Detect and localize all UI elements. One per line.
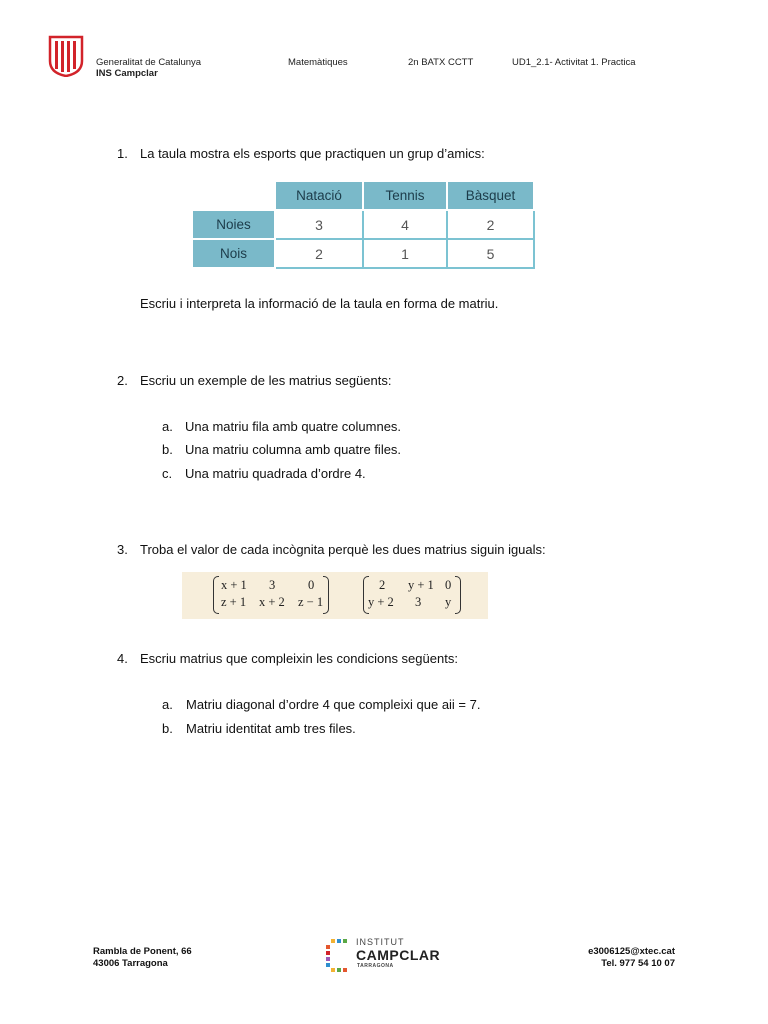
table-row-header: Noies (192, 210, 275, 239)
q1-number: 1. (117, 146, 128, 161)
matrix-cell: 0 (308, 578, 315, 592)
matrix-cell: z − 1 (298, 595, 324, 609)
matrix-cell: z + 1 (221, 595, 247, 609)
table-row (192, 210, 534, 239)
matrix-cell: 3 (269, 578, 276, 592)
logo-text-tarragona: TARRAGONA (357, 963, 394, 969)
header-institution: Generalitat de Catalunya (96, 57, 202, 68)
table-cell: 5 (447, 239, 534, 268)
q3-text: Troba el valor de cada incògnita perquè les dues matrius siguin iguals: (140, 542, 546, 557)
table-corner (192, 181, 275, 210)
table-cell: 4 (363, 210, 447, 239)
footer-phone: Tel. 977 54 10 07 (601, 958, 675, 969)
matrix-cell: 3 (415, 595, 422, 609)
q2-item-letter: a. (162, 419, 173, 434)
table-cell: 1 (363, 239, 447, 268)
header-course: 2n BATX CCTT (408, 57, 474, 68)
footer-address-city: 43006 Tarragona (93, 958, 168, 969)
matrix-left (213, 576, 329, 614)
q2-item-text: Una matriu quadrada d’ordre 4. (185, 466, 366, 481)
table-col-header: Natació (275, 181, 363, 210)
bracket-right (323, 576, 329, 614)
bracket-left (213, 576, 219, 614)
matrix-right (363, 576, 461, 614)
campclar-logo-icon (325, 937, 353, 973)
header-activity: UD1_2.1- Activitat 1. Practica (512, 57, 636, 68)
matrix-cell: y (445, 595, 452, 609)
q2-text: Escriu un exemple de les matrius següents: (140, 373, 392, 388)
q4-number: 4. (117, 651, 128, 666)
q4-item-letter: b. (162, 721, 173, 736)
table-header-row (192, 181, 534, 210)
q1-instruction: Escriu i interpreta la informació de la taula en forma de matriu. (140, 296, 499, 311)
sports-table (191, 180, 535, 269)
campclar-logo (325, 937, 445, 973)
header-school: INS Campclar (96, 68, 158, 79)
q4-text: Escriu matrius que compleixin les condicions següents: (140, 651, 458, 666)
q2-item-letter: b. (162, 442, 173, 457)
q2-number: 2. (117, 373, 128, 388)
q2-item-text: Una matriu fila amb quatre columnes. (185, 419, 402, 434)
matrix-cell: x + 2 (259, 595, 285, 609)
table-row-header: Nois (192, 239, 275, 268)
matrix-equation (182, 572, 488, 619)
bracket-right (455, 576, 461, 614)
footer-address-street: Rambla de Ponent, 66 (93, 946, 192, 957)
q1-text: La taula mostra els esports que practiquen un grup d’amics: (140, 146, 485, 161)
logo-text-institut: INSTITUT (356, 937, 405, 947)
footer-email: e3006125@xtec.cat (588, 946, 675, 957)
table-cell: 2 (447, 210, 534, 239)
q3-number: 3. (117, 542, 128, 557)
table-col-header: Tennis (363, 181, 447, 210)
matrix-cell: y + 2 (368, 595, 394, 609)
header-subject: Matemàtiques (288, 57, 348, 68)
table-row (192, 239, 534, 268)
matrix-cell: y + 1 (408, 578, 434, 592)
generalitat-logo-icon (46, 35, 86, 77)
table-col-header: Bàsquet (447, 181, 534, 210)
table-cell: 3 (275, 210, 363, 239)
matrix-cell: x + 1 (221, 578, 247, 592)
matrix-cell: 2 (379, 578, 386, 592)
q4-item-letter: a. (162, 697, 173, 712)
q2-item-letter: c. (162, 466, 173, 481)
q4-item-text: Matriu diagonal d’ordre 4 que compleixi que aii = 7. (186, 697, 481, 712)
table-cell: 2 (275, 239, 363, 268)
matrix-cell: 0 (445, 578, 452, 592)
q4-item-text: Matriu identitat amb tres files. (186, 721, 356, 736)
q2-item-text: Una matriu columna amb quatre files. (185, 442, 402, 457)
logo-text-campclar: CAMPCLAR (356, 947, 441, 963)
